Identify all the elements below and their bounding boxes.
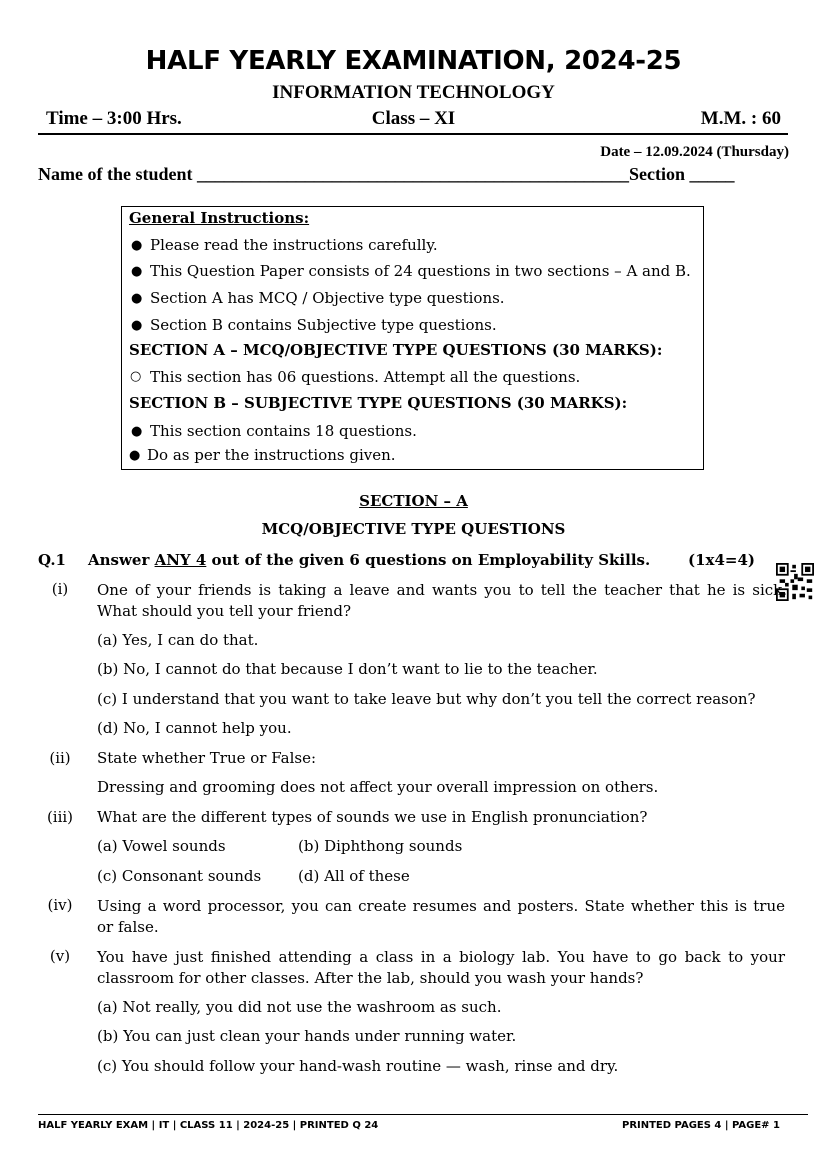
- part-question-text: One of your friends is taking a leave and wants you to tell the teacher that he is sick. What should you tell your friend?: [97, 581, 787, 620]
- instruction-item: Do as per the instructions given.: [147, 446, 396, 464]
- max-marks-label: M.M. : 60: [700, 108, 781, 129]
- part-number: (iii): [46, 808, 74, 826]
- instruction-item: This section has 06 questions. Attempt all the questions.: [150, 368, 581, 386]
- part-question-text: You have just finished attending a class in a biology lab. You have to go back to your classroom for other classes. After the lab, should you wash your hands?: [97, 948, 785, 987]
- student-name-blank[interactable]: ________________________________________________: [197, 164, 629, 184]
- instruction-item: Please read the instructions carefully.: [150, 236, 438, 254]
- answer-option: (b) No, I cannot do that because I don’t want to lie to the teacher.: [97, 660, 598, 678]
- question-marks: (1x4=4): [688, 551, 756, 569]
- section-a-subtitle: MCQ/OBJECTIVE TYPE QUESTIONS: [261, 520, 566, 538]
- section-blank[interactable]: _____: [689, 164, 735, 184]
- bullet-icon: ●: [131, 318, 143, 333]
- instruction-item: Section B contains Subjective type questions.: [150, 316, 497, 334]
- part-question-text: Using a word processor, you can create resumes and posters. State whether this is true or false.: [97, 897, 785, 936]
- part-question-text: State whether True or False:: [97, 749, 317, 767]
- answer-option: (b) Diphthong sounds: [298, 837, 463, 855]
- class-label: Class – XI: [371, 108, 456, 129]
- bullet-icon: ●: [129, 448, 141, 463]
- bullet-icon: ●: [131, 291, 143, 306]
- student-name-label: Name of the student: [38, 164, 193, 184]
- section-a-instructions-heading: SECTION A – MCQ/OBJECTIVE TYPE QUESTIONS (30 MARKS):: [129, 341, 663, 359]
- part-question-text: What are the different types of sounds we use in English pronunciation?: [97, 808, 648, 826]
- general-instructions-box: [121, 206, 704, 470]
- question-emphasis: ANY 4: [154, 551, 207, 569]
- section-a-title: SECTION – A: [359, 492, 468, 510]
- footer-left-text: HALF YEARLY EXAM | IT | CLASS 11 | 2024-25 | PRINTED Q 24: [38, 1120, 379, 1131]
- answer-option: (a) Not really, you did not use the washroom as such.: [97, 998, 502, 1016]
- time-label: Time – 3:00 Hrs.: [46, 108, 182, 129]
- question-text: Answer ANY 4 out of the given 6 questions on Employability Skills.: [88, 551, 651, 569]
- part-number: (v): [49, 947, 71, 965]
- bullet-icon: ●: [131, 424, 143, 439]
- instruction-item: This Question Paper consists of 24 questions in two sections – A and B.: [150, 262, 691, 280]
- bullet-icon: ●: [131, 264, 143, 279]
- answer-option: (c) You should follow your hand-wash routine — wash, rinse and dry.: [97, 1057, 619, 1075]
- answer-option: (b) You can just clean your hands under running water.: [97, 1027, 517, 1045]
- part-number: (iv): [47, 896, 73, 914]
- bullet-icon: ●: [131, 238, 143, 253]
- student-name-row: [38, 164, 790, 185]
- answer-option: (a) Vowel sounds: [97, 837, 226, 855]
- answer-option: (a) Yes, I can do that.: [97, 631, 259, 649]
- exam-date: Date – 12.09.2024 (Thursday): [600, 144, 789, 160]
- subject-title: INFORMATION TECHNOLOGY: [272, 82, 555, 103]
- section-label: Section: [629, 164, 685, 184]
- answer-option: (c) Consonant sounds: [97, 867, 262, 885]
- answer-option: (c) I understand that you want to take leave but why don’t you tell the correct reason?: [97, 690, 756, 708]
- part-number: (ii): [49, 749, 71, 767]
- instruction-item: Section A has MCQ / Objective type questions.: [150, 289, 505, 307]
- question-number: Q.1: [38, 551, 66, 569]
- instruction-item: This section contains 18 questions.: [150, 422, 417, 440]
- part-number: (i): [51, 580, 69, 598]
- circle-bullet-icon: ○: [130, 369, 142, 384]
- footer-right-text: PRINTED PAGES 4 | PAGE# 1: [621, 1120, 780, 1131]
- instructions-heading: General Instructions:: [129, 209, 310, 227]
- part-statement: Dressing and grooming does not affect your overall impression on others.: [97, 778, 659, 796]
- header-divider: [38, 133, 788, 135]
- section-b-instructions-heading: SECTION B – SUBJECTIVE TYPE QUESTIONS (30 MARKS):: [129, 394, 628, 412]
- answer-option: (d) All of these: [298, 867, 410, 885]
- answer-option: (d) No, I cannot help you.: [97, 719, 292, 737]
- footer-divider: [38, 1114, 808, 1115]
- exam-title: HALF YEARLY EXAMINATION, 2024-25: [145, 46, 682, 76]
